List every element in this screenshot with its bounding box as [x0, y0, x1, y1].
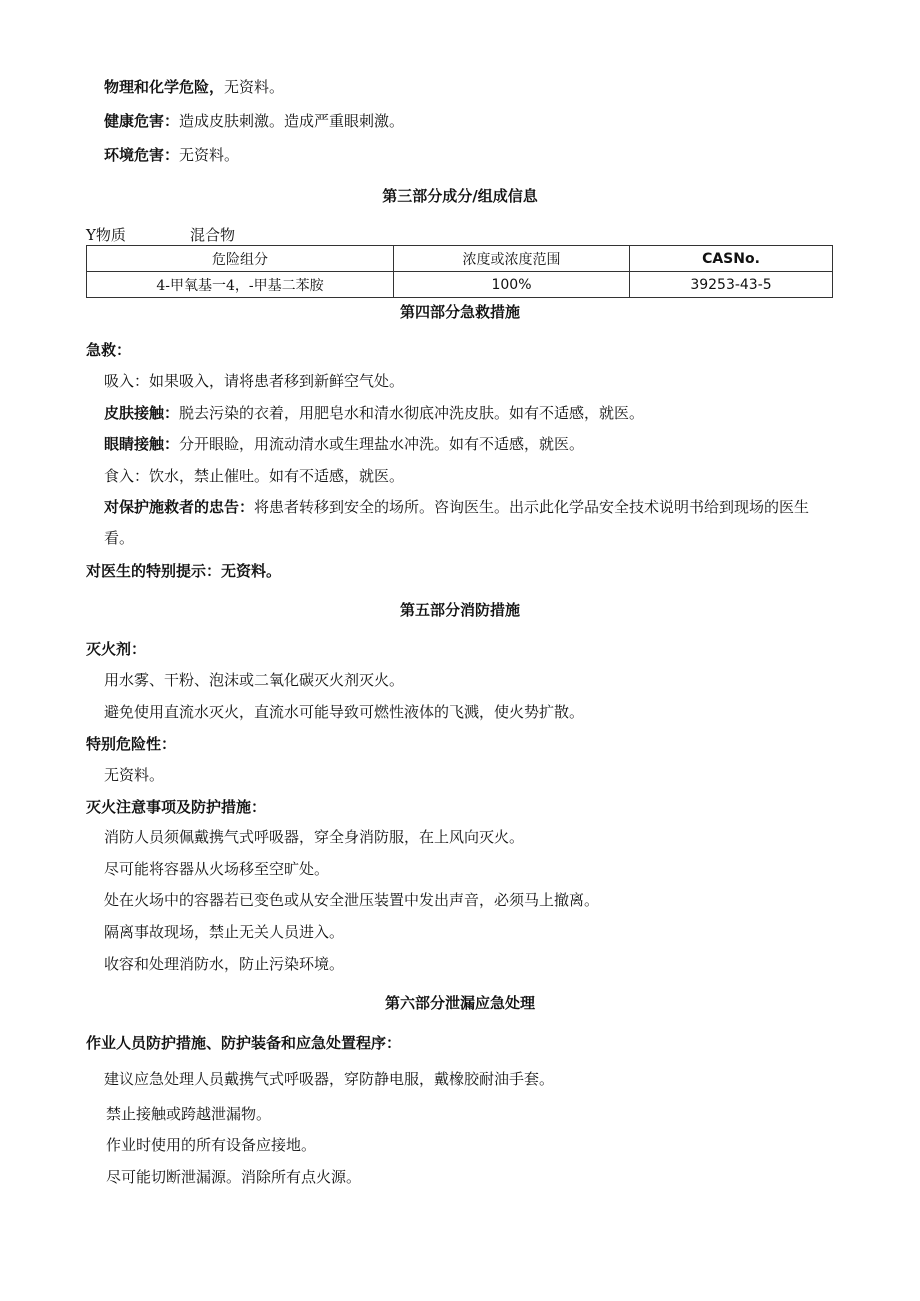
phys-chem-hazard-label: 物理和化学危险， [104, 78, 225, 96]
rescuer-advice [104, 497, 809, 517]
skin-contact [104, 403, 644, 423]
health-hazard-label: 健康危害： [104, 112, 180, 130]
rescuer-advice-value: 将患者转移到安全的场所。咨询医生。出示此化学品安全技术说明书给到现场的医生 [254, 498, 810, 516]
personnel-protection-label: 作业人员防护措施、防护装备和应急处置程序： [86, 1034, 402, 1052]
skin-contact-label: 皮肤接触： [104, 404, 180, 422]
cell-concentration: 100% [394, 272, 630, 298]
personnel-line: 禁止接触或跨越泄漏物。 [106, 1105, 272, 1123]
health-hazard [104, 111, 404, 131]
section3-title: 第三部分成分/组成信息 [382, 187, 538, 205]
environment-hazard-label: 环境危害： [104, 146, 180, 164]
personnel-line: 建议应急处理人员戴携气式呼吸器，穿防静电服，戴橡胶耐油手套。 [104, 1070, 555, 1088]
eye-contact-value: 分开眼睑，用流动清水或生理盐水冲洗。如有不适感，就医。 [179, 435, 585, 453]
cell-cas: 39253-43-5 [630, 272, 833, 298]
extinguishing-agent-line: 避免使用直流水灭火，直流水可能导致可燃性液体的飞溅，使火势扩散。 [104, 703, 585, 721]
table-row [87, 272, 833, 298]
skin-contact-value: 脱去污染的衣着，用肥皂水和清水彻底冲洗皮肤。如有不适感，就医。 [179, 404, 645, 422]
precaution-line: 处在火场中的容器若已变色或从安全泄压装置中发出声音，必须马上撤离。 [104, 891, 600, 909]
cell-component: 4-甲氧基一4，-甲基二苯胺 [87, 272, 394, 298]
extinguishing-agent-line: 用水雾、干粉、泡沫或二氧化碳灭火剂灭火。 [104, 671, 405, 689]
precaution-line: 收容和处理消防水，防止污染环境。 [104, 955, 345, 973]
table-header-row [87, 246, 833, 272]
environment-hazard-value: 无资料。 [179, 146, 240, 164]
precaution-line: 隔离事故现场，禁止无关人员进入。 [104, 923, 345, 941]
special-hazard-label: 特别危险性： [86, 735, 177, 753]
special-hazard-value: 无资料。 [104, 766, 165, 784]
personnel-line: 作业时使用的所有设备应接地。 [106, 1136, 317, 1154]
environment-hazard [104, 145, 239, 165]
firefighting-precaution-label: 灭火注意事项及防护措施： [86, 798, 267, 816]
eye-contact-label: 眼睛接触： [104, 435, 180, 453]
header-component: 危险组分 [87, 246, 394, 272]
section4-title: 第四部分急救措施 [399, 303, 520, 321]
first-aid-label: 急救： [86, 341, 132, 359]
composition-table [86, 245, 833, 298]
doctor-note: 对医生的特别提示：无资料。 [86, 562, 282, 580]
inhalation-text: 吸入：如果吸入，请将患者移到新鲜空气处。 [104, 372, 405, 390]
health-hazard-value: 造成皮肤刺激。造成严重眼刺激。 [179, 112, 405, 130]
header-concentration: 浓度或浓度范围 [394, 246, 630, 272]
rescuer-advice-cont: 看。 [104, 529, 135, 547]
header-cas: CASNo. [630, 246, 833, 272]
extinguishing-agent-label: 灭火剂： [86, 640, 147, 658]
phys-chem-hazard [104, 77, 284, 97]
section5-title: 第五部分消防措施 [399, 601, 520, 619]
rescuer-advice-label: 对保护施救者的忠告： [104, 498, 255, 516]
substance-value: 混合物 [190, 226, 236, 244]
phys-chem-hazard-value: 无资料。 [224, 78, 285, 96]
precaution-line: 消防人员须佩戴携气式呼吸器，穿全身消防服，在上风向灭火。 [104, 828, 525, 846]
section6-title: 第六部分泄漏应急处理 [384, 994, 535, 1012]
eye-contact [104, 434, 584, 454]
personnel-line: 尽可能切断泄漏源。消除所有点火源。 [106, 1168, 362, 1186]
precaution-line: 尽可能将容器从火场移至空旷处。 [104, 860, 330, 878]
substance-label: Y物质 [86, 226, 126, 244]
ingestion-text: 食入：饮水，禁止催吐。如有不适感，就医。 [104, 467, 405, 485]
